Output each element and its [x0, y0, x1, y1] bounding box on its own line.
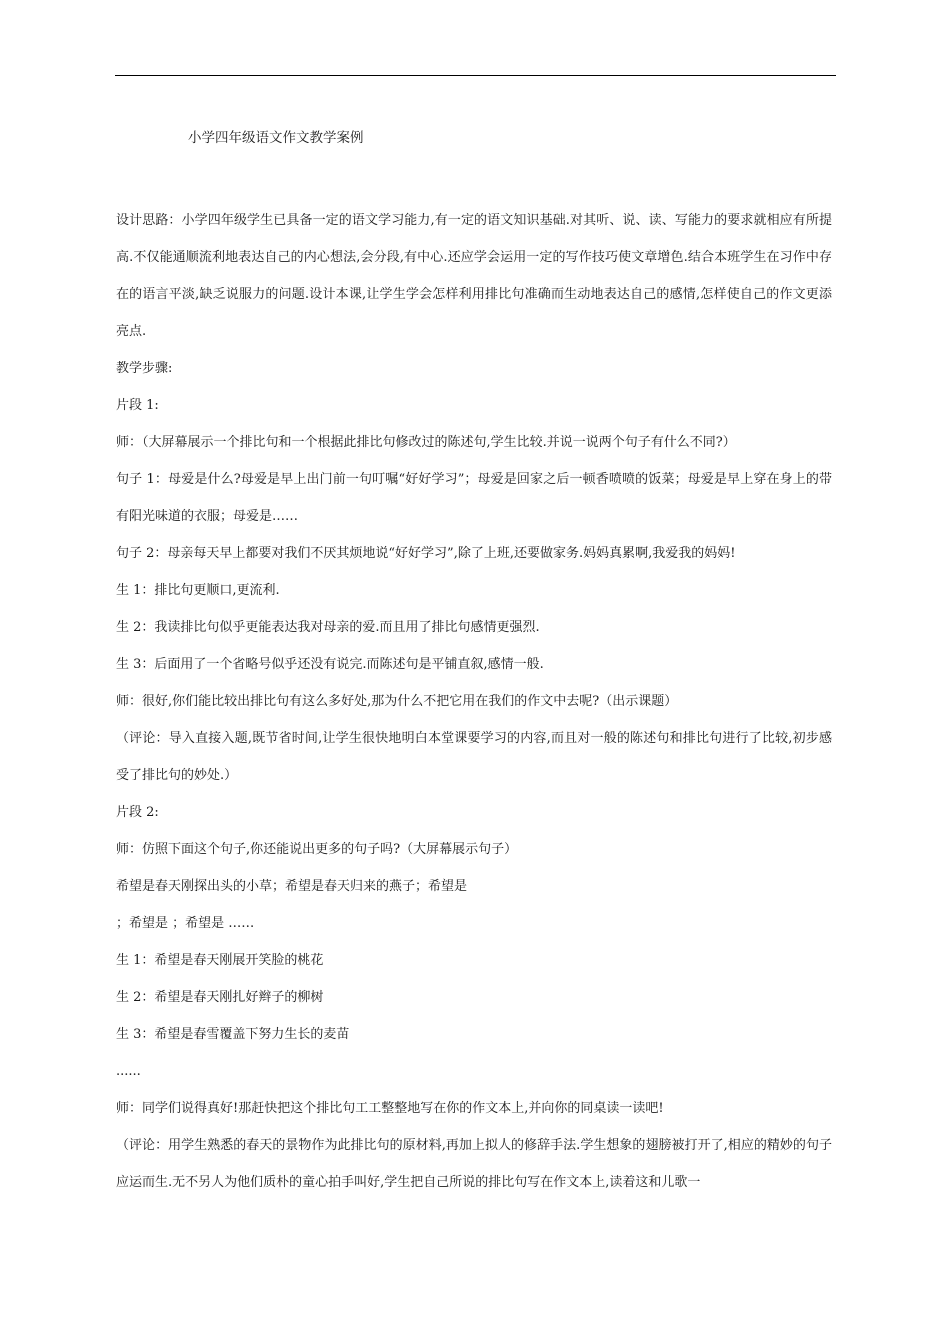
ellipsis-line: ...... [116, 1064, 141, 1079]
example-sentence-line: 希望是春天刚探出头的小草；希望是春天归来的燕子；希望是 [116, 879, 468, 894]
comment-paragraph: （评论：用学生熟悉的春天的景物作为此排比句的原材料,再加上拟人的修辞手法.学生想象的翅膀被打开了,相应的精妙的句子应运而生.无不另人为他们质朴的童心拍手叫好,学生把自己所说的排比句写在作文本上,读着这和儿歌一 [116, 1138, 832, 1190]
student-line: 生 3：后面用了一个省略号似乎还没有说完.而陈述句是平铺直叙,感情一般. [116, 657, 544, 672]
teacher-line: 师：同学们说得真好!那赶快把这个排比句工工整整地写在你的作文本上,并向你的同桌读一读吧! [116, 1101, 664, 1116]
sentence-2-paragraph: 句子 2：母亲每天早上都要对我们不厌其烦地说“好好学习”,除了上班,还要做家务.妈妈真累啊,我爱我的妈妈! [116, 546, 736, 561]
document-body [116, 202, 832, 1201]
sentence-1-paragraph: 句子 1：母爱是什么?母爱是早上出门前一句叮嘱“好好学习”；母爱是回家之后一顿香喷喷的饭菜；母爱是早上穿在身上的带有阳光味道的衣服；母爱是…… [116, 472, 832, 524]
segment-2-heading: 片段 2: [116, 805, 159, 820]
teacher-line: 师：仿照下面这个句子,你还能说出更多的句子吗?（大屏幕展示句子） [116, 842, 518, 857]
design-rationale-paragraph: 设计思路：小学四年级学生已具备一定的语文学习能力,有一定的语文知识基础.对其听、说、读、写能力的要求就相应有所提高.不仅能通顺流利地表达自己的内心想法,会分段,有中心.还应学会运用一定的写作技巧使文章增色.结合本班学生在习作中存在的语言平淡,缺乏说服力的问题.设计本课,让学生学会怎样利用排比句准确而生动地表达自己的感情,怎样使自己的作文更添亮点. [116, 213, 832, 339]
student-line: 生 1：排比句更顺口,更流利. [116, 583, 280, 598]
student-line: 生 2：希望是春天刚扎好辫子的柳树 [116, 990, 324, 1005]
student-line: 生 3：希望是春雪覆盖下努力生长的麦苗 [116, 1027, 350, 1042]
teacher-line: 师：（大屏幕展示一个排比句和一个根据此排比句修改过的陈述句,学生比较.并说一说两个句子有什么不同?） [116, 435, 736, 450]
document-title: 小学四年级语文作文教学案例 [188, 130, 364, 146]
comment-paragraph: （评论：导入直接入题,既节省时间,让学生很快地明白本堂课要学习的内容,而且对一般的陈述句和排比句进行了比较,初步感受了排比句的妙处.） [116, 731, 832, 783]
example-sentence-blanks: ；希望是 ；希望是 …… [116, 916, 255, 931]
student-line: 生 1：希望是春天刚展开笑脸的桃花 [116, 953, 324, 968]
teacher-line: 师：很好,你们能比较出排比句有这么多好处,那为什么不把它用在我们的作文中去呢?（出示课题） [116, 694, 678, 709]
segment-1-heading: 片段 1: [116, 398, 159, 413]
student-line: 生 2：我读排比句似乎更能表达我对母亲的爱.而且用了排比句感情更强烈. [116, 620, 540, 635]
teaching-steps-heading: 教学步骤: [116, 361, 173, 376]
header-rule [115, 75, 836, 76]
